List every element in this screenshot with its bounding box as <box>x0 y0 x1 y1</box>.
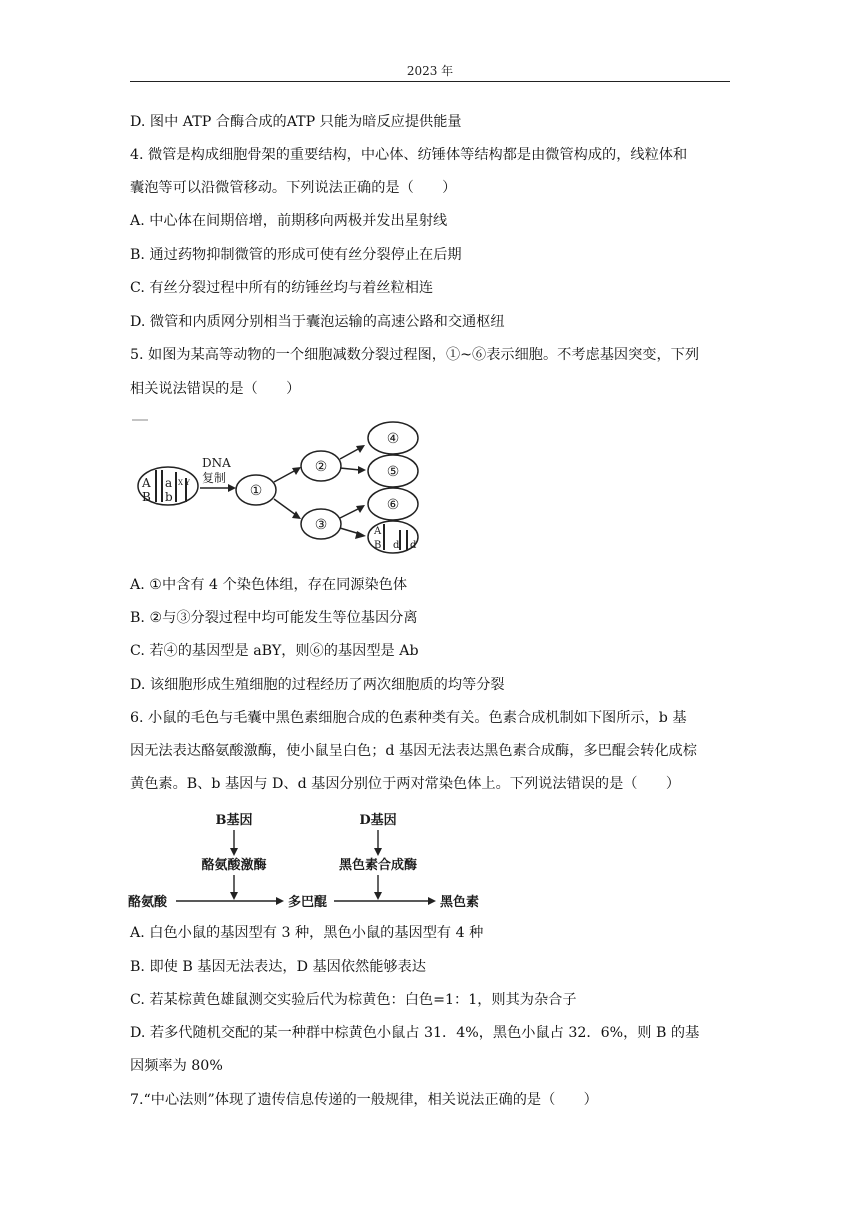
arrow-2-to-4 <box>340 448 360 459</box>
gene-label-a: a <box>165 476 173 490</box>
header-rule <box>130 81 730 82</box>
arrow-1-to-3 <box>274 499 296 515</box>
bottom-gene-A: A <box>374 526 382 537</box>
q5-option-a: A. ①中含有 4 个染色体组，存在同源染色体 <box>130 577 408 593</box>
q6-option-a: A. 白色小鼠的基因型有 3 种，黑色小鼠的基因型有 4 种 <box>130 925 484 941</box>
q6-option-d-line1: D. 若多代随机交配的某一种群中棕黄色小鼠占 31．4%，黑色小鼠占 32．6%，则 B 的基 <box>130 1025 700 1041</box>
q5-option-b: B. ②与③分裂过程中均可能发生等位基因分离 <box>130 610 418 626</box>
q6-stem-line1: 6. 小鼠的毛色与毛囊中黑色素细胞合成的色素种类有关。色素合成机制如下图所示，b 基 <box>130 710 687 726</box>
arrowhead <box>230 892 238 900</box>
arrowhead <box>355 531 366 539</box>
cell-1-label: ① <box>249 483 263 499</box>
cell-2-label: ② <box>314 459 328 475</box>
arrowhead <box>276 897 284 905</box>
arrowhead <box>358 466 366 474</box>
arrowhead <box>374 892 382 900</box>
gene-b-label: B基因 <box>215 813 253 828</box>
q4-option-b: B. 通过药物抑制微管的形成可使有丝分裂停止在后期 <box>130 247 462 263</box>
arrowhead <box>230 848 238 856</box>
gene-label-xy: X Y <box>178 479 190 487</box>
q6-stem-line3: 黄色素。B、b 基因与 D、d 基因分别位于两对常染色体上。下列说法错误的是（ ） <box>130 776 681 792</box>
arrowhead <box>228 484 236 492</box>
cell-5-label: ⑤ <box>386 464 400 480</box>
replication-label: 复制 <box>202 471 227 485</box>
arrowhead <box>374 848 382 856</box>
arrow-2-to-5 <box>340 468 360 470</box>
gene-label-A: A <box>142 476 151 490</box>
meiosis-diagram <box>128 412 448 557</box>
arrow-3-to-6 <box>340 508 360 518</box>
gene-label-b: b <box>165 490 173 504</box>
q4-option-d: D. 微管和内质网分别相当于囊泡运输的高速公路和交通枢纽 <box>130 314 505 330</box>
q4-option-c: C. 有丝分裂过程中所有的纺锤丝均与着丝粒相连 <box>130 280 434 296</box>
q6-option-b: B. 即使 B 基因无法表达，D 基因依然能够表达 <box>130 959 426 975</box>
bottom-gene-d2: d <box>410 540 417 551</box>
bottom-gene-B: B <box>374 540 382 551</box>
cell-4-label: ④ <box>386 431 400 447</box>
q4-option-a: A. 中心体在间期倍增，前期移向两极并发出星射线 <box>130 213 448 229</box>
cell-6-label: ⑥ <box>386 497 400 513</box>
bottom-gene-d1: d <box>393 540 400 551</box>
q4-stem-line1: 4. 微管是构成细胞骨架的重要结构，中心体、纺锤体等结构都是由微管构成的，线粒体和 <box>130 147 688 163</box>
arrow-1-to-2 <box>274 470 296 482</box>
page-header-year: 2023 年 <box>406 64 454 78</box>
enzyme-d-label: 黑色素合成酶 <box>338 858 418 873</box>
gene-label-B: B <box>142 490 151 504</box>
q7-stem: 7.“中心法则”体现了遗传信息传递的一般规律，相关说法正确的是（ ） <box>130 1092 598 1108</box>
q5-stem-line1: 5. 如图为某高等动物的一个细胞减数分裂过程图，①~⑥表示细胞。不考虑基因突变，下列 <box>130 347 700 363</box>
q6-option-d-line2: 因频率为 80% <box>130 1058 223 1074</box>
pigment-pathway-diagram <box>128 806 488 916</box>
q6-option-c: C. 若某棕黄色雄鼠测交实验后代为棕黄色：白色=1：1，则其为杂合子 <box>130 992 577 1008</box>
gene-d-label: D基因 <box>359 813 397 828</box>
cell-3-label: ③ <box>314 517 328 533</box>
product-label: 黑色素 <box>440 895 480 910</box>
q5-option-d: D. 该细胞形成生殖细胞的过程经历了两次细胞质的均等分裂 <box>130 677 505 693</box>
q6-stem-line2: 因无法表达酪氨酸激酶，使小鼠呈白色；d 基因无法表达黑色素合成酶，多巴醌会转化成棕 <box>130 743 697 759</box>
arrowhead <box>428 897 436 905</box>
substrate-label: 酪氨酸 <box>128 895 168 910</box>
intermediate-label: 多巴醌 <box>288 895 328 910</box>
enzyme-b-label: 酪氨酸激酶 <box>201 858 267 873</box>
q5-option-c: C. 若④的基因型是 aBY，则⑥的基因型是 Ab <box>130 643 419 659</box>
dna-label: DNA <box>202 456 231 470</box>
q5-stem-line2: 相关说法错误的是（ ） <box>130 381 301 397</box>
q3-option-d: D. 图中 ATP 合酶合成的ATP 只能为暗反应提供能量 <box>130 114 462 130</box>
q4-stem-line2: 囊泡等可以沿微管移动。下列说法正确的是（ ） <box>130 180 457 196</box>
